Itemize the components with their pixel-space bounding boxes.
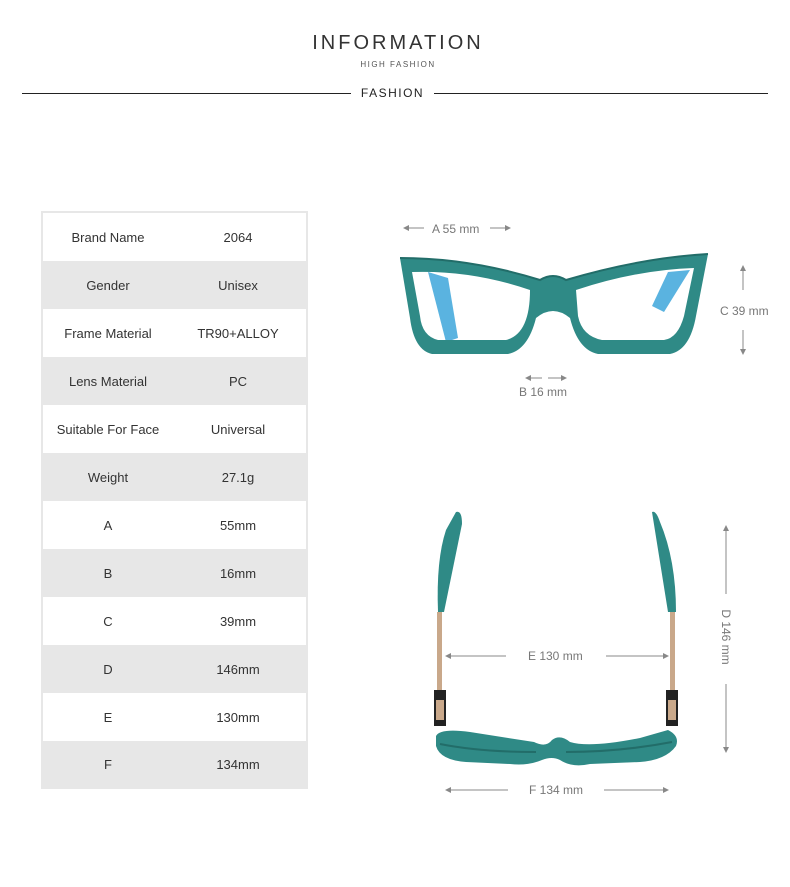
spec-label: F xyxy=(104,756,112,772)
right-temple-tip xyxy=(652,270,690,312)
front-view-glasses xyxy=(400,254,708,354)
spec-label: Brand Name xyxy=(71,229,145,245)
spec-value: 55mm xyxy=(219,517,257,533)
page-title: INFORMATION xyxy=(312,32,484,54)
spec-label: Suitable For Face xyxy=(56,421,160,437)
dim-e-label: E 130 mm xyxy=(528,649,583,663)
right-temple-metal xyxy=(670,612,675,690)
spec-value: Unisex xyxy=(218,277,258,293)
right-hinge-gold xyxy=(668,700,676,720)
page-subtitle: HIGH FASHION xyxy=(360,60,436,69)
spec-label: C xyxy=(103,613,113,629)
dim-f-label: F 134 mm xyxy=(529,783,584,797)
spec-label: Lens Material xyxy=(68,373,148,389)
spec-value: 2064 xyxy=(223,229,253,245)
spec-value: 130mm xyxy=(216,709,260,725)
left-hinge-gold xyxy=(436,700,444,720)
spec-label: Gender xyxy=(86,277,130,293)
spec-value: 39mm xyxy=(219,613,257,629)
spec-value: PC xyxy=(228,373,248,389)
dim-a-label: A 55 mm xyxy=(432,222,480,236)
dim-b-label: B 16 mm xyxy=(519,385,568,399)
spec-value: TR90+ALLOY xyxy=(197,325,279,341)
section-label: FASHION xyxy=(360,86,425,100)
spec-value: Universal xyxy=(210,421,266,437)
spec-value: 27.1g xyxy=(221,469,255,485)
spec-label: Weight xyxy=(87,469,129,485)
dim-c-label: C 39 mm xyxy=(720,304,769,318)
spec-label: A xyxy=(103,517,113,533)
top-view-glasses xyxy=(434,512,678,766)
spec-value: 16mm xyxy=(219,565,257,581)
dim-d-label: D 146 mm xyxy=(719,609,733,665)
spec-value: 146mm xyxy=(216,661,260,677)
left-temple-metal xyxy=(437,612,442,690)
left-temple-arm xyxy=(438,512,462,612)
spec-label: E xyxy=(103,709,113,725)
spec-label: Frame Material xyxy=(64,325,152,341)
spec-label: D xyxy=(103,661,113,677)
spec-label: B xyxy=(103,565,113,581)
right-temple-arm xyxy=(652,512,676,612)
spec-value: 134mm xyxy=(216,756,260,772)
left-temple-tip xyxy=(428,272,458,342)
